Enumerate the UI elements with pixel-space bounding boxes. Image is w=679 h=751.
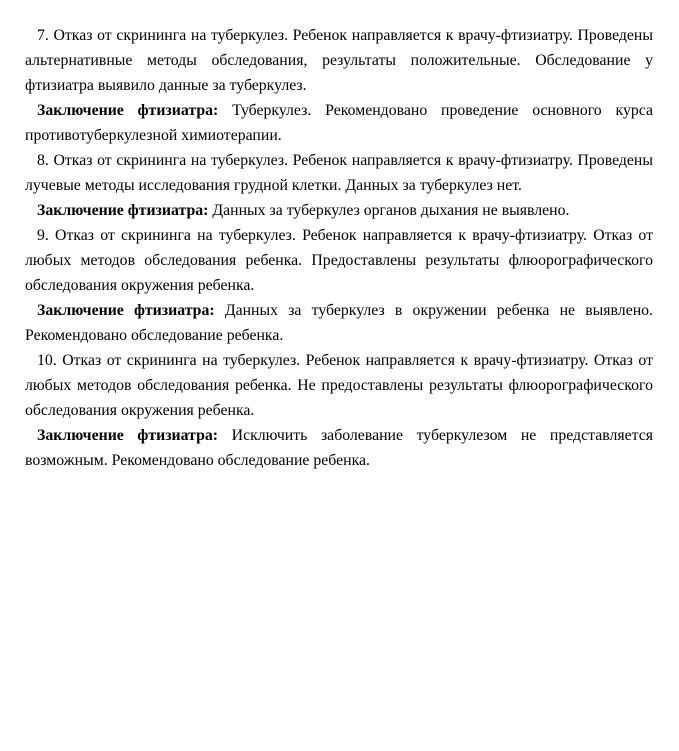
conclusion-lead: Заключение фтизиатра: [37,427,219,444]
case-paragraph-text: 7. Отказ от скрининга на туберкулез. Ребенок направляется к врачу-фтизиатру. Проведены альтернативные методы обследования, результаты положительные. Обследование у фтизиатра выявило данные за туберкулез. [25,27,653,94]
case-paragraph-9 [25,223,653,298]
conclusion-paragraph-8 [25,198,653,223]
conclusion-paragraph-7 [25,98,653,148]
conclusion-text: Исключить заболевание туберкулезом не представляется возможным. Рекомендовано обследование ребенка. [25,427,653,469]
conclusion-text: Туберкулез. Рекомендовано проведение основного курса противотуберкулезной химиотерапии. [25,102,653,144]
conclusion-lead: Заключение фтизиатра: [37,302,215,319]
conclusion-paragraph-9 [25,298,653,348]
case-paragraph-8 [25,148,653,198]
conclusion-text: Данных за туберкулез органов дыхания не выявлено. [212,202,570,219]
case-paragraph-7 [25,23,653,98]
conclusion-text: Данных за туберкулез в окружении ребенка не выявлено. Рекомендовано обследование ребенка. [25,302,654,344]
conclusion-lead: Заключение фтизиатра: [37,202,209,219]
case-paragraph-text: 9. Отказ от скрининга на туберкулез. Ребенок направляется к врачу-фтизиатру. Отказ от любых методов обследования ребенка. Предоставлены результаты флюорографического обследования окружения ребенка. [25,227,653,294]
case-paragraph-10 [25,348,653,423]
conclusion-paragraph-10 [25,423,653,473]
case-paragraph-text: 8. Отказ от скрининга на туберкулез. Ребенок направляется к врачу-фтизиатру. Проведены лучевые методы исследования грудной клетки. Данных за туберкулез нет. [25,152,653,194]
conclusion-lead: Заключение фтизиатра: [37,102,219,119]
case-paragraph-text: 10. Отказ от скрининга на туберкулез. Ребенок направляется к врачу-фтизиатру. Отказ от любых методов обследования ребенка. Не предоставлены результаты флюорографического обследования окружения ребенка. [25,352,653,419]
